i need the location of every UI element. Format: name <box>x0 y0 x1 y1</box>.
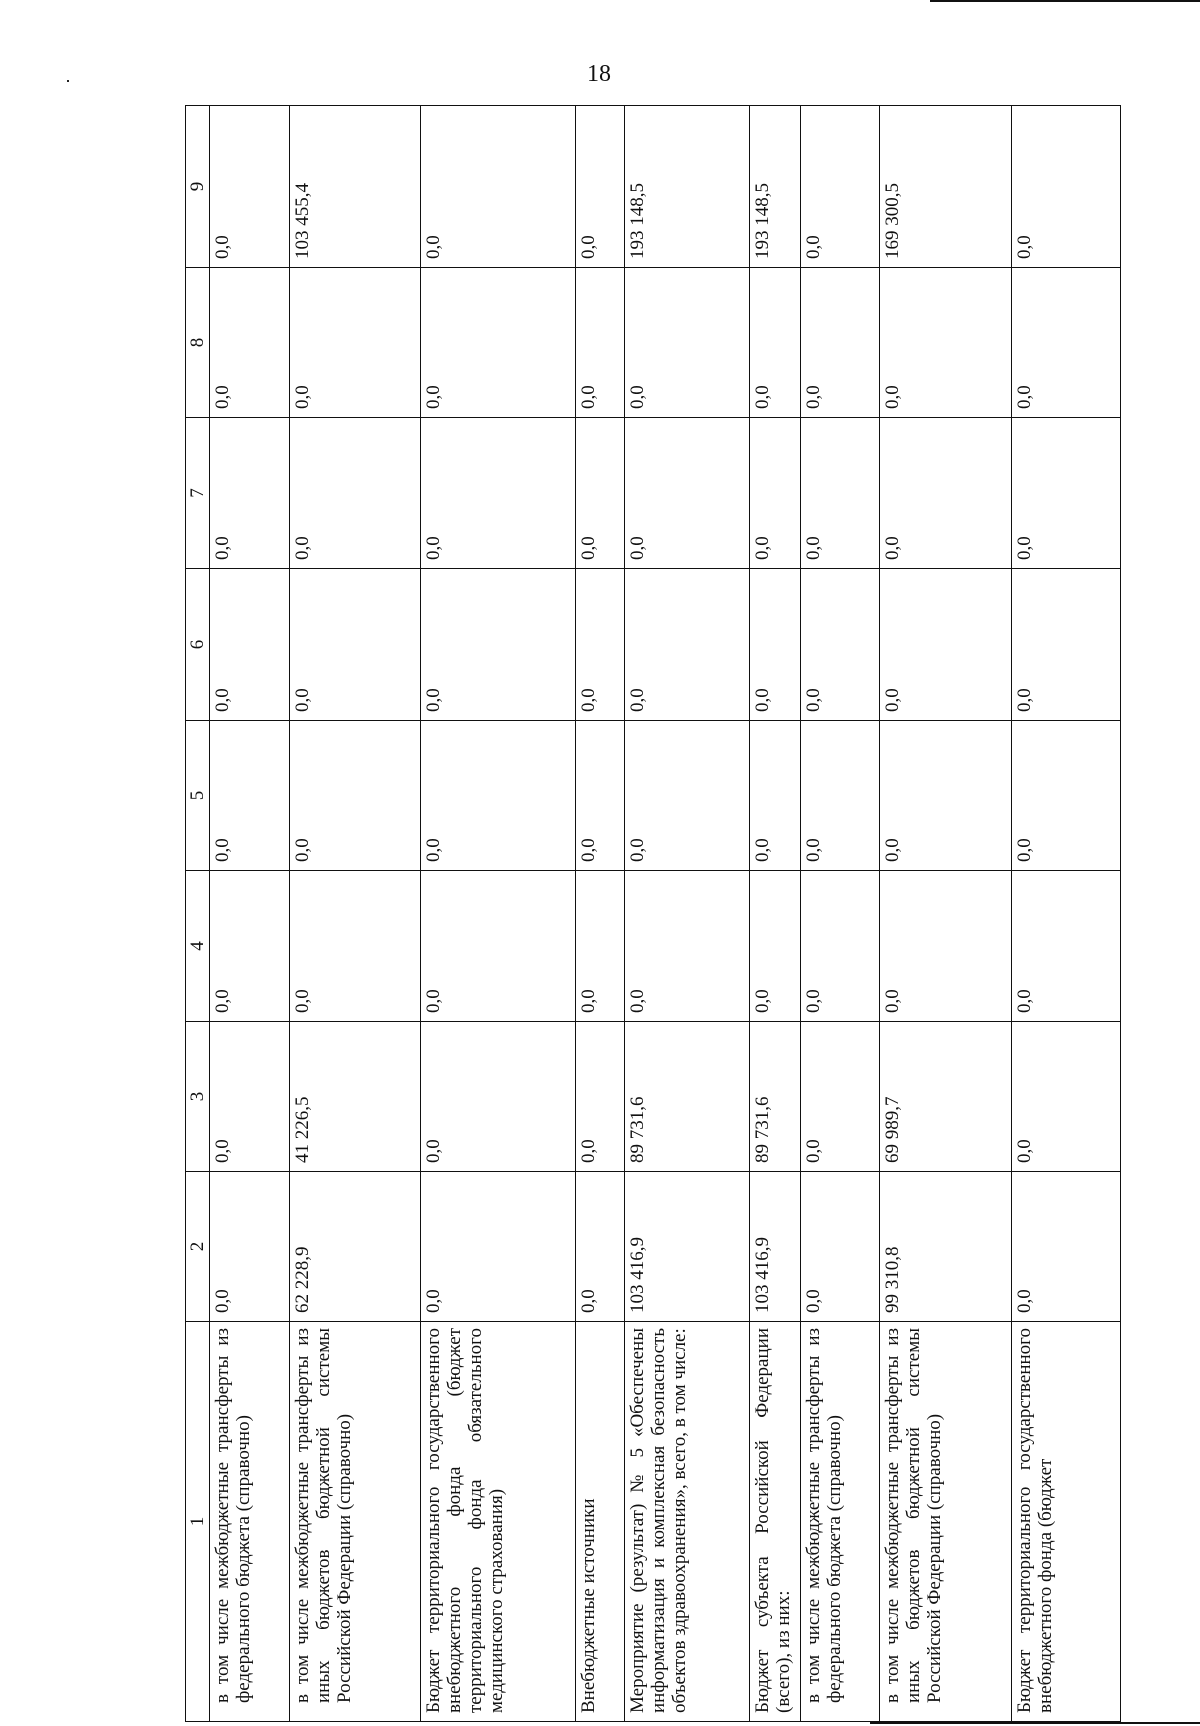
value-cell: 0,0 <box>210 871 290 1022</box>
table-row <box>1012 106 1121 1722</box>
table-row <box>290 106 421 1722</box>
header-cell: 7 <box>186 418 210 569</box>
value-cell: 89 731,6 <box>750 1022 801 1172</box>
value-cell: 0,0 <box>625 569 750 721</box>
table-row <box>880 106 1012 1722</box>
value-cell: 0,0 <box>421 106 576 268</box>
value-cell: 0,0 <box>576 1172 625 1322</box>
value-cell: 0,0 <box>210 569 290 721</box>
value-cell: 103 455,4 <box>290 106 421 268</box>
value-cell: 0,0 <box>576 871 625 1022</box>
value-cell: 103 416,9 <box>750 1172 801 1322</box>
scan-edge-top <box>930 0 1200 2</box>
value-cell: 0,0 <box>750 268 801 418</box>
table-row <box>576 106 625 1722</box>
row-label: в том числе межбюджетные трансферты из иных бюджетов бюджетной системы Российской Федерации (справочно) <box>880 1322 1012 1722</box>
row-label: Мероприятие (результат) № 5 «Обеспечены информатизация и комплексная безопасность объектов здравоохранения», всего, в том числе: <box>625 1322 750 1722</box>
table-body <box>210 106 1121 1722</box>
value-cell: 0,0 <box>625 418 750 569</box>
scan-edge-bottom <box>870 1722 1200 1724</box>
value-cell: 0,0 <box>290 418 421 569</box>
value-cell: 0,0 <box>576 106 625 268</box>
value-cell: 193 148,5 <box>750 106 801 268</box>
value-cell: 0,0 <box>421 268 576 418</box>
value-cell: 0,0 <box>880 569 1012 721</box>
value-cell: 0,0 <box>801 569 880 721</box>
row-label: в том числе межбюджетные трансферты из федерального бюджета (справочно) <box>210 1322 290 1722</box>
header-cell: 1 <box>186 1322 210 1722</box>
value-cell: 193 148,5 <box>625 106 750 268</box>
value-cell: 89 731,6 <box>625 1022 750 1172</box>
header-cell: 2 <box>186 1172 210 1322</box>
value-cell: 0,0 <box>1012 569 1121 721</box>
value-cell: 0,0 <box>1012 721 1121 871</box>
table-row <box>421 106 576 1722</box>
value-cell: 0,0 <box>880 418 1012 569</box>
value-cell: 0,0 <box>576 268 625 418</box>
header-cell: 4 <box>186 871 210 1022</box>
value-cell: 0,0 <box>290 721 421 871</box>
value-cell: 0,0 <box>576 1022 625 1172</box>
value-cell: 0,0 <box>1012 106 1121 268</box>
value-cell: 0,0 <box>421 1022 576 1172</box>
value-cell: 103 416,9 <box>625 1172 750 1322</box>
value-cell: 0,0 <box>625 721 750 871</box>
scan-artifact-dot <box>67 80 69 82</box>
value-cell: 99 310,8 <box>880 1172 1012 1322</box>
value-cell: 0,0 <box>801 418 880 569</box>
row-label: в том числе межбюджетные трансферты из иных бюджетов бюджетной системы Российской Федерации (справочно) <box>290 1322 421 1722</box>
value-cell: 0,0 <box>421 871 576 1022</box>
value-cell: 0,0 <box>421 721 576 871</box>
value-cell: 0,0 <box>290 871 421 1022</box>
value-cell: 0,0 <box>210 1022 290 1172</box>
value-cell: 0,0 <box>1012 1022 1121 1172</box>
value-cell: 62 228,9 <box>290 1172 421 1322</box>
value-cell: 0,0 <box>421 418 576 569</box>
value-cell: 0,0 <box>801 1022 880 1172</box>
value-cell: 0,0 <box>801 871 880 1022</box>
value-cell: 0,0 <box>1012 871 1121 1022</box>
table-row <box>801 106 880 1722</box>
value-cell: 0,0 <box>801 106 880 268</box>
value-cell: 0,0 <box>801 1172 880 1322</box>
value-cell: 0,0 <box>576 418 625 569</box>
value-cell: 0,0 <box>625 268 750 418</box>
value-cell: 0,0 <box>290 569 421 721</box>
row-label: в том числе межбюджетные трансферты из федерального бюджета (справочно) <box>801 1322 880 1722</box>
table-row <box>625 106 750 1722</box>
row-label: Бюджет территориального государственного внебюджетного фонда (бюджет <box>1012 1322 1121 1722</box>
value-cell: 0,0 <box>1012 268 1121 418</box>
header-cell: 6 <box>186 569 210 721</box>
row-label: Бюджет субъекта Российской Федерации (всего), из них: <box>750 1322 801 1722</box>
value-cell: 0,0 <box>750 871 801 1022</box>
value-cell: 0,0 <box>421 1172 576 1322</box>
header-cell: 3 <box>186 1022 210 1172</box>
rotated-table-container <box>185 106 1085 1722</box>
value-cell: 0,0 <box>210 418 290 569</box>
table-row <box>210 106 290 1722</box>
header-cell: 5 <box>186 721 210 871</box>
value-cell: 0,0 <box>801 268 880 418</box>
value-cell: 0,0 <box>625 871 750 1022</box>
value-cell: 0,0 <box>801 721 880 871</box>
row-label: Бюджет территориального государственного внебюджетного фонда (бюджет территориального фонда обязательного медицинского страхования) <box>421 1322 576 1722</box>
budget-table <box>185 105 1121 1722</box>
value-cell: 0,0 <box>210 1172 290 1322</box>
value-cell: 0,0 <box>576 721 625 871</box>
page-number: 18 <box>587 61 611 87</box>
value-cell: 169 300,5 <box>880 106 1012 268</box>
value-cell: 0,0 <box>880 871 1012 1022</box>
header-cell: 8 <box>186 268 210 418</box>
value-cell: 0,0 <box>210 721 290 871</box>
value-cell: 0,0 <box>880 268 1012 418</box>
value-cell: 0,0 <box>210 268 290 418</box>
value-cell: 69 989,7 <box>880 1022 1012 1172</box>
value-cell: 0,0 <box>880 721 1012 871</box>
value-cell: 0,0 <box>750 418 801 569</box>
value-cell: 0,0 <box>576 569 625 721</box>
value-cell: 0,0 <box>1012 418 1121 569</box>
value-cell: 41 226,5 <box>290 1022 421 1172</box>
table-row <box>750 106 801 1722</box>
header-cell: 9 <box>186 106 210 268</box>
header-row <box>186 106 210 1722</box>
value-cell: 0,0 <box>750 721 801 871</box>
value-cell: 0,0 <box>290 268 421 418</box>
value-cell: 0,0 <box>421 569 576 721</box>
value-cell: 0,0 <box>210 106 290 268</box>
value-cell: 0,0 <box>750 569 801 721</box>
value-cell: 0,0 <box>1012 1172 1121 1322</box>
row-label: Внебюджетные источники <box>576 1322 625 1722</box>
